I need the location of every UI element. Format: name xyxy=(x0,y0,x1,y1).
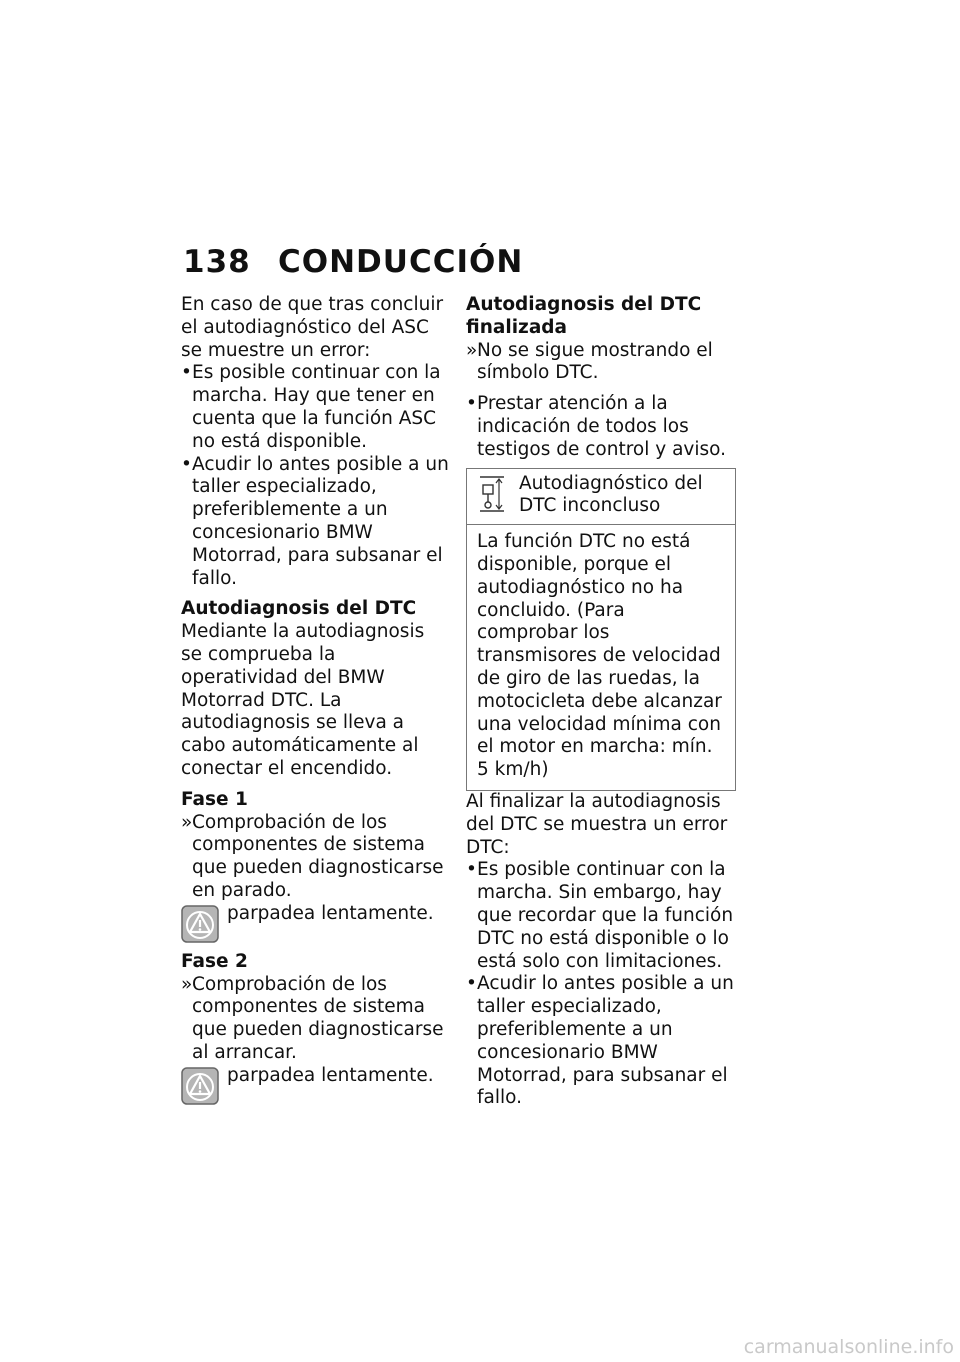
step-text: Comprobación de los componentes de sistema que pueden diagnosticarse al arrancar. xyxy=(192,973,444,1063)
intro-text: En caso de que tras concluir el autodiagnóstico del ASC se muestre un error: xyxy=(181,294,444,361)
step-glyph: » xyxy=(181,973,193,995)
result-step xyxy=(466,340,738,386)
page-header xyxy=(183,244,523,280)
section-text: Mediante la autodiagnosis se comprueba la operatividad del BMW Motorrad DTC. La autodiagnosis se lleva a cabo automáticamente al conectar el encendido. xyxy=(181,621,425,779)
fase1-step xyxy=(181,812,449,903)
info-box-body: La función DTC no está disponible, porque el autodiagnóstico no ha concluido. (Para comprobar los transmisores de velocidad de giro de las ruedas, la motocicleta debe alcanzar una velocidad mínima con el motor en marcha: mín. 5 km/h) xyxy=(477,531,722,781)
list-item xyxy=(181,454,449,591)
watermark: carmanualsonline.info xyxy=(743,1336,954,1358)
info-box-header xyxy=(467,469,735,526)
indicator-text: parpadea lentamente. xyxy=(227,902,434,924)
bullet-text: Acudir lo antes posible a un taller especializado, preferiblemente a un concesionario BMW Motorrad, para subsanar el fallo. xyxy=(192,453,449,589)
info-box xyxy=(466,468,736,791)
info-gauge-icon xyxy=(479,475,505,513)
chapter-title: CONDUCCIÓN xyxy=(278,244,524,280)
list-item xyxy=(466,393,738,461)
step-glyph: » xyxy=(181,811,193,833)
list-item xyxy=(466,973,738,1110)
bullet-glyph: • xyxy=(466,859,477,881)
bullet-glyph: • xyxy=(181,453,192,475)
bullet-text: Es posible continuar con la marcha. Sin embargo, hay que recordar que la función DTC no está disponible o lo está solo con limitaciones. xyxy=(477,859,734,972)
section-heading: Autodiagnosis del DTC xyxy=(181,598,417,620)
info-box-title: Autodiagnóstico del DTC inconcluso xyxy=(519,472,703,517)
bullet-text: Prestar atención a la indicación de todos los testigos de control y aviso. xyxy=(477,393,727,460)
warning-triangle-icon xyxy=(181,905,219,943)
bullet-glyph: • xyxy=(466,973,477,995)
bullet-text: Es posible continuar con la marcha. Hay que tener en cuenta que la función ASC no está disponible. xyxy=(192,362,441,452)
warning-triangle-icon xyxy=(181,1067,219,1105)
fase2-indicator xyxy=(181,1065,449,1105)
step-glyph: » xyxy=(466,339,478,361)
left-column xyxy=(181,294,449,1105)
step-text: No se sigue mostrando el símbolo DTC. xyxy=(477,339,713,384)
list-item xyxy=(181,362,449,453)
list-item xyxy=(466,859,738,973)
page-number: 138 xyxy=(183,244,251,280)
fase1-heading: Fase 1 xyxy=(181,788,248,810)
step-text: Comprobación de los componentes de sistema que pueden diagnosticarse en parado. xyxy=(192,811,444,901)
after-text: Al finalizar la autodiagnosis del DTC se muestra un error DTC: xyxy=(466,790,728,858)
bullet-glyph: • xyxy=(181,362,192,384)
bullet-text: Acudir lo antes posible a un taller especializado, preferiblemente a un concesionario BMW Motorrad, para subsanar el fallo. xyxy=(477,973,734,1109)
right-column xyxy=(466,294,738,1110)
fase1-indicator xyxy=(181,903,449,943)
bullet-glyph: • xyxy=(466,393,477,415)
fase2-step xyxy=(181,974,449,1065)
indicator-text: parpadea lentamente. xyxy=(227,1064,434,1086)
section-heading: Autodiagnosis del DTC finalizada xyxy=(466,294,702,338)
fase2-heading: Fase 2 xyxy=(181,950,248,972)
